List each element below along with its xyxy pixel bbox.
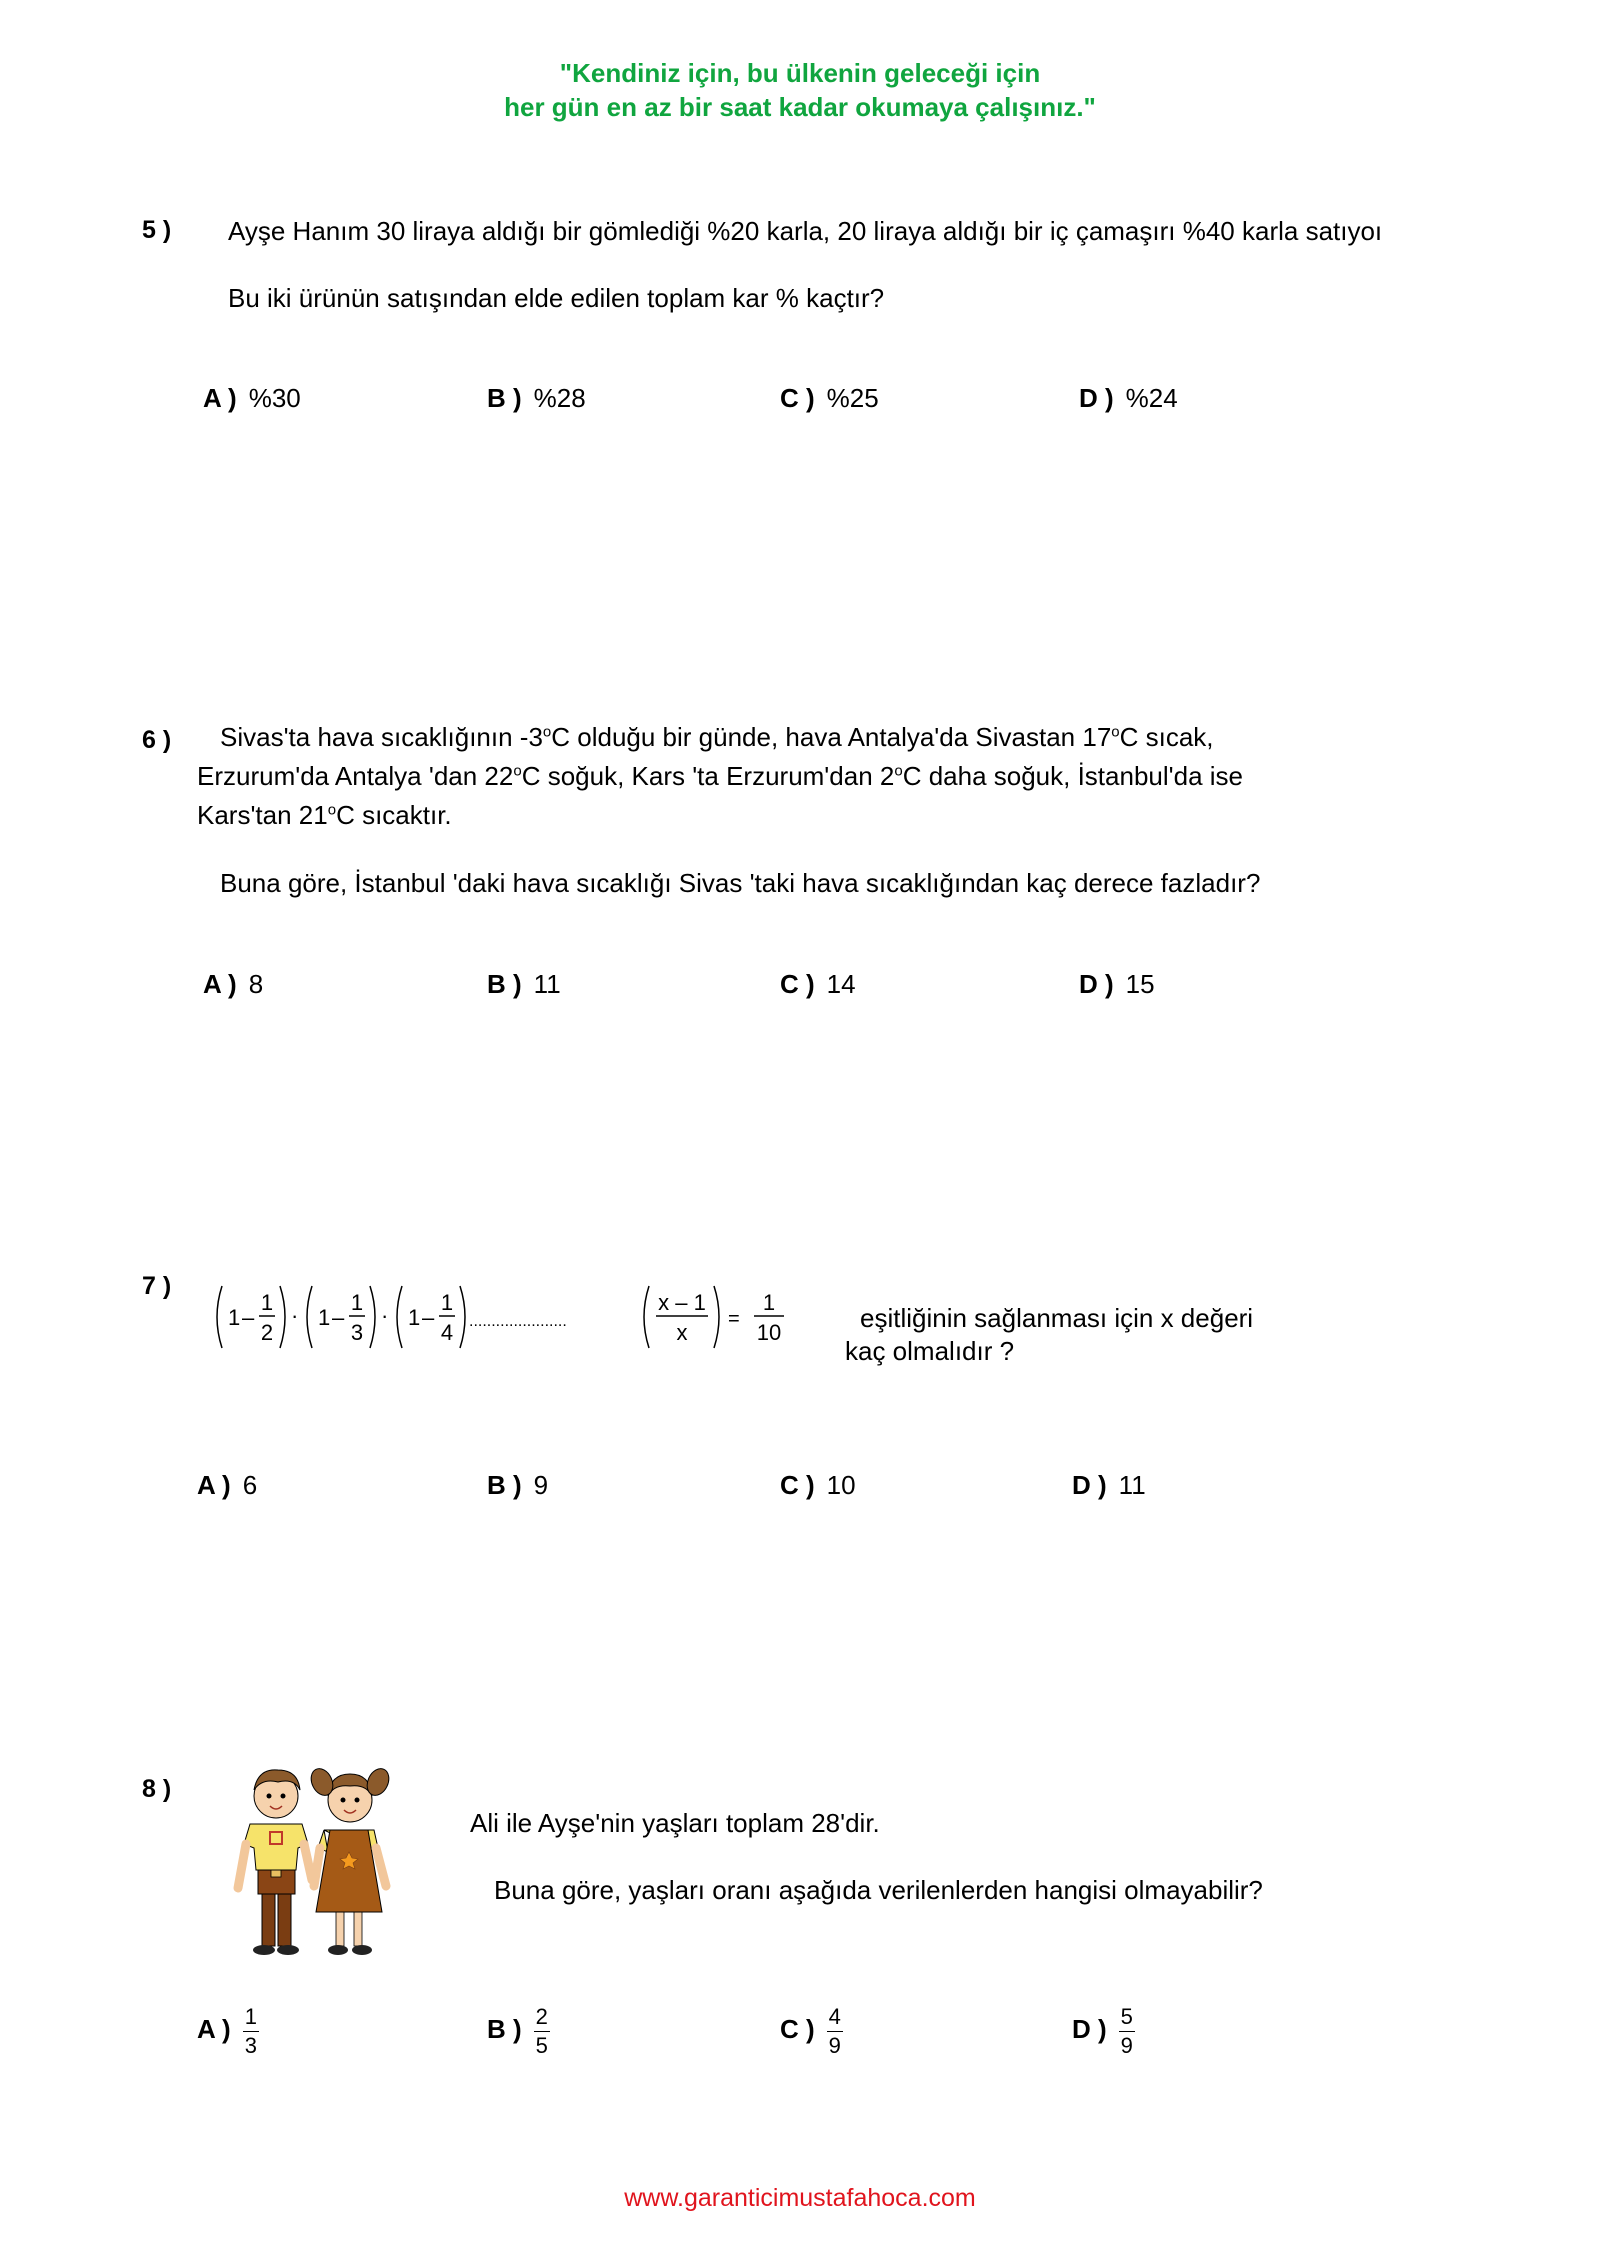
option-value: 9 — [533, 1470, 549, 1500]
term-one: 1 — [228, 1305, 241, 1330]
option-value: %30 — [248, 383, 301, 413]
fraction-denominator: 9 — [828, 2033, 841, 2058]
question-number: 8 ) — [142, 1775, 172, 1803]
fraction-numerator: 1 — [243, 2003, 259, 2032]
option-d[interactable] — [1072, 1470, 1146, 1501]
option-fraction — [243, 2003, 259, 2060]
text-segment: C soğuk, Kars 'ta Erzurum'dan 2 — [521, 761, 895, 791]
option-c[interactable] — [780, 2003, 843, 2060]
text-segment: C olduğu bir günde, hava Antalya'da Sivastan 17 — [551, 722, 1112, 752]
option-value: 6 — [242, 1470, 258, 1500]
option-d[interactable] — [1079, 969, 1155, 1000]
option-label: C ) — [780, 1470, 815, 1500]
term-one: 1 — [408, 1305, 421, 1330]
question-prompt: Buna göre, İstanbul 'daki hava sıcaklığı Sivas 'taki hava sıcaklığından kaç derece fazladır? — [220, 868, 1261, 898]
fraction-numerator: 1 — [260, 1290, 274, 1315]
fraction-denominator: 10 — [756, 1320, 782, 1345]
fraction-numerator: x – 1 — [658, 1290, 706, 1315]
fraction-numerator: 4 — [827, 2003, 843, 2032]
option-value: %28 — [533, 383, 586, 413]
option-a[interactable] — [197, 1470, 257, 1501]
option-c[interactable] — [780, 1470, 856, 1501]
option-fraction — [827, 2003, 843, 2060]
motivational-quote-line-2: her gün en az bir saat kadar okumaya çalışınız." — [504, 92, 1096, 122]
option-value: %24 — [1125, 383, 1178, 413]
option-value: %25 — [826, 383, 879, 413]
boy-and-girl-image — [228, 1760, 408, 1960]
option-b[interactable] — [487, 969, 561, 1000]
degree-sign: o — [513, 762, 522, 780]
question-text-line-1: eşitliğinin sağlanması için x değeri — [860, 1303, 1254, 1333]
option-d[interactable] — [1072, 2003, 1135, 2060]
fraction-denominator: 5 — [535, 2033, 548, 2058]
ellipsis-dots: ...................... — [469, 1313, 567, 1330]
option-label: B ) — [487, 969, 522, 999]
degree-sign: o — [1111, 723, 1120, 741]
option-label: B ) — [487, 1470, 522, 1500]
fraction-denominator: 4 — [440, 1320, 454, 1345]
fraction-denominator: 9 — [1120, 2033, 1133, 2058]
text-segment: C sıcak, — [1119, 722, 1214, 752]
option-label: D ) — [1072, 2014, 1107, 2045]
option-label: C ) — [780, 969, 815, 999]
option-a[interactable] — [203, 969, 263, 1000]
fraction-denominator: 2 — [260, 1320, 274, 1345]
text-segment: C daha soğuk, İstanbul'da ise — [902, 761, 1243, 791]
minus-sign: – — [332, 1305, 345, 1330]
fraction-denominator: x — [676, 1320, 688, 1345]
option-c[interactable] — [780, 969, 856, 1000]
question-text-line-2 — [197, 761, 1243, 792]
option-b[interactable] — [487, 1470, 548, 1501]
option-label: B ) — [487, 383, 522, 413]
option-label: B ) — [487, 2014, 522, 2045]
children-illustration — [228, 1760, 408, 1960]
option-label: C ) — [780, 2014, 815, 2045]
option-label: C ) — [780, 383, 815, 413]
fraction-denominator: 3 — [244, 2033, 257, 2058]
option-label: A ) — [197, 2014, 231, 2045]
fraction-numerator: 1 — [762, 1290, 776, 1315]
option-b[interactable] — [487, 383, 586, 414]
text-segment: Sivas'ta hava sıcaklığının -3 — [220, 722, 543, 752]
text-segment: C sıcaktır. — [336, 800, 452, 830]
option-value: 10 — [826, 1470, 856, 1500]
option-label: A ) — [203, 383, 237, 413]
option-label: D ) — [1079, 969, 1114, 999]
option-value: 14 — [826, 969, 856, 999]
minus-sign: – — [422, 1305, 435, 1330]
term-one: 1 — [318, 1305, 331, 1330]
question-number: 6 ) — [142, 726, 172, 754]
question-text-line-2: kaç olmalıdır ? — [845, 1336, 1015, 1366]
question-text: Ayşe Hanım 30 liraya aldığı bir gömlediği %20 karla, 20 liraya aldığı bir iç çamaşırı %40 karla satıyoı — [228, 216, 1383, 246]
product-equation — [212, 1282, 792, 1352]
question-number: 7 ) — [142, 1272, 172, 1300]
fraction-numerator: 2 — [534, 2003, 550, 2032]
minus-sign: – — [242, 1305, 255, 1330]
question-text-line-1 — [220, 722, 1214, 753]
fraction-numerator: 1 — [350, 1290, 364, 1315]
question-prompt: Bu iki ürünün satışından elde edilen toplam kar % kaçtır? — [228, 283, 885, 313]
option-label: D ) — [1079, 383, 1114, 413]
option-a[interactable] — [197, 2003, 259, 2060]
fraction-denominator: 3 — [350, 1320, 364, 1345]
question-prompt: Buna göre, yaşları oranı aşağıda verilenlerden hangisi olmayabilir? — [494, 1875, 1263, 1905]
option-value: 15 — [1125, 969, 1155, 999]
question-text: Ali ile Ayşe'nin yaşları toplam 28'dir. — [470, 1808, 880, 1838]
option-fraction — [534, 2003, 550, 2060]
fraction-numerator: 5 — [1119, 2003, 1135, 2032]
option-c[interactable] — [780, 383, 879, 414]
degree-sign: o — [327, 801, 337, 819]
question-number: 5 ) — [142, 216, 172, 244]
multiplication-dot: · — [291, 1303, 299, 1328]
question-text-line-3 — [197, 800, 452, 831]
option-label: D ) — [1072, 1470, 1107, 1500]
option-b[interactable] — [487, 2003, 550, 2060]
option-value: 8 — [248, 969, 264, 999]
option-value: 11 — [1118, 1470, 1146, 1500]
degree-sign: o — [894, 762, 903, 780]
option-label: A ) — [203, 969, 237, 999]
option-value: 11 — [533, 969, 561, 999]
equals-sign: = — [728, 1308, 740, 1330]
equation-graphic — [212, 1282, 792, 1352]
motivational-quote-line-1: "Kendiniz için, bu ülkenin geleceği için — [559, 58, 1041, 88]
footer-website-link[interactable]: www.garanticimustafahoca.com — [624, 2184, 976, 2212]
option-label: A ) — [197, 1470, 231, 1500]
text-segment: Kars'tan 21 — [197, 800, 328, 830]
option-d[interactable] — [1079, 383, 1178, 414]
degree-sign: o — [542, 723, 552, 741]
text-segment: Erzurum'da Antalya 'dan 22 — [197, 761, 514, 791]
option-a[interactable] — [203, 383, 301, 414]
multiplication-dot: · — [381, 1303, 389, 1328]
option-fraction — [1119, 2003, 1135, 2060]
fraction-numerator: 1 — [440, 1290, 454, 1315]
